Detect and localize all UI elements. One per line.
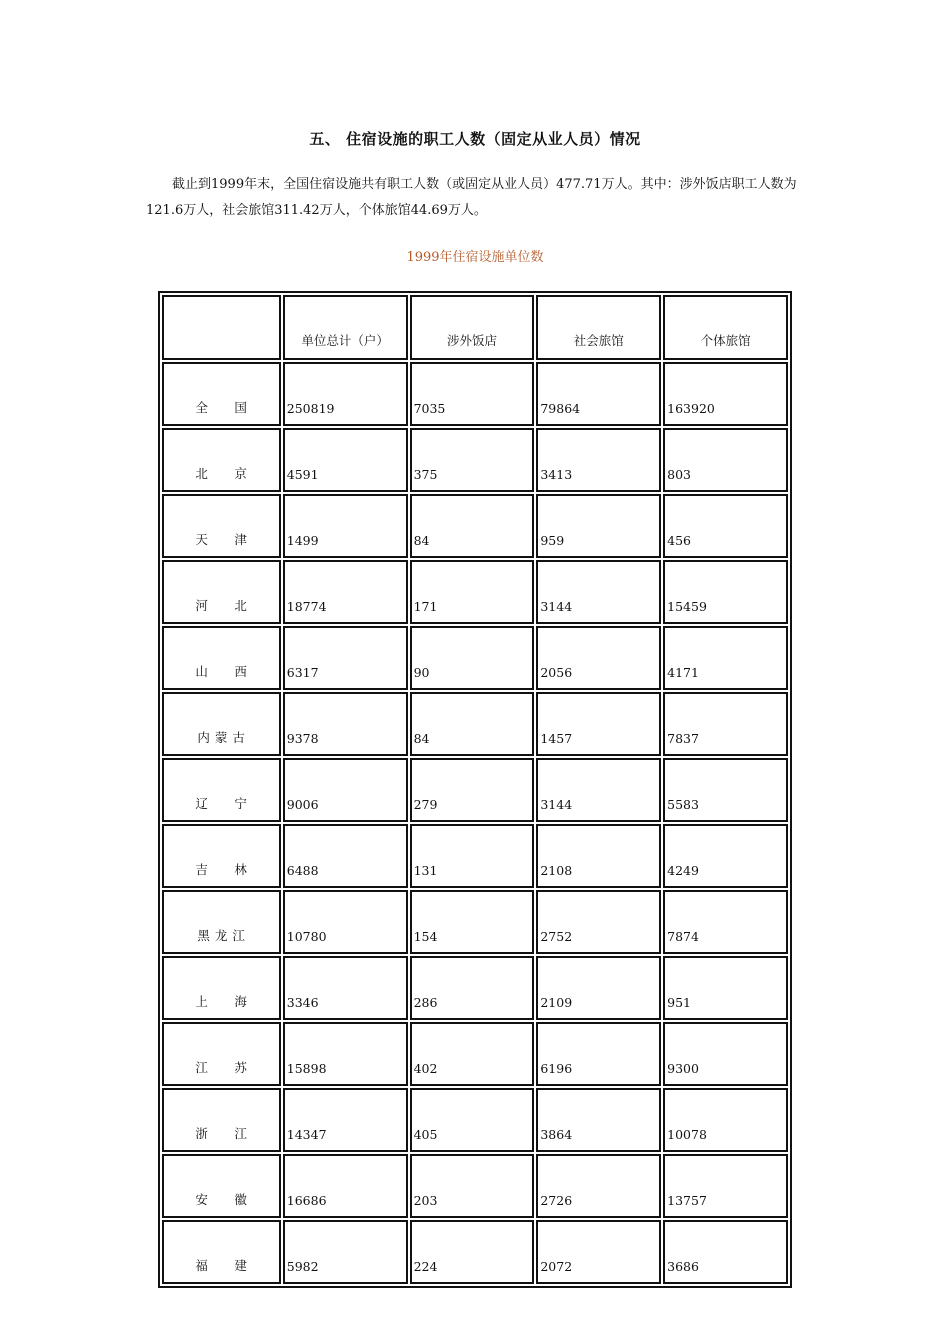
table-row <box>162 494 788 558</box>
table-row <box>162 692 788 756</box>
region-cell: 吉 林 <box>162 824 281 888</box>
private-hotels-cell: 7837 <box>663 692 788 756</box>
foreign-hotels-cell: 203 <box>410 1154 535 1218</box>
table-row <box>162 956 788 1020</box>
private-hotels-cell: 13757 <box>663 1154 788 1218</box>
foreign-hotels-cell: 279 <box>410 758 535 822</box>
foreign-hotels-cell: 84 <box>410 692 535 756</box>
region-cell: 辽 宁 <box>162 758 281 822</box>
private-hotels-cell: 7874 <box>663 890 788 954</box>
table-caption: 1999年住宿设施单位数 <box>406 250 544 265</box>
foreign-hotels-cell: 131 <box>410 824 535 888</box>
social-hotels-cell: 1457 <box>536 692 661 756</box>
social-hotels-cell: 2726 <box>536 1154 661 1218</box>
social-hotels-cell: 3144 <box>536 560 661 624</box>
header-corner <box>162 295 281 360</box>
social-hotels-cell: 3413 <box>536 428 661 492</box>
table-row <box>162 560 788 624</box>
social-hotels-cell: 79864 <box>536 362 661 426</box>
private-hotels-cell: 803 <box>663 428 788 492</box>
table-row <box>162 758 788 822</box>
foreign-hotels-cell: 90 <box>410 626 535 690</box>
private-hotels-cell: 456 <box>663 494 788 558</box>
region-cell: 上 海 <box>162 956 281 1020</box>
total-cell: 1499 <box>283 494 408 558</box>
total-cell: 250819 <box>283 362 408 426</box>
region-cell: 内 蒙 古 <box>162 692 281 756</box>
table-row <box>162 1022 788 1086</box>
social-hotels-cell: 2072 <box>536 1220 661 1284</box>
private-hotels-cell: 10078 <box>663 1088 788 1152</box>
total-cell: 15898 <box>283 1022 408 1086</box>
foreign-hotels-cell: 171 <box>410 560 535 624</box>
social-hotels-cell: 2056 <box>536 626 661 690</box>
social-hotels-cell: 2108 <box>536 824 661 888</box>
private-hotels-cell: 163920 <box>663 362 788 426</box>
foreign-hotels-cell: 84 <box>410 494 535 558</box>
table-body <box>162 362 788 1284</box>
header-total: 单位总计（户） <box>283 295 408 360</box>
foreign-hotels-cell: 375 <box>410 428 535 492</box>
private-hotels-cell: 5583 <box>663 758 788 822</box>
region-cell: 河 北 <box>162 560 281 624</box>
region-cell: 北 京 <box>162 428 281 492</box>
table-header-row <box>162 295 788 360</box>
table-row <box>162 362 788 426</box>
table-row <box>162 428 788 492</box>
header-foreign-hotels: 涉外饭店 <box>410 295 535 360</box>
region-cell: 山 西 <box>162 626 281 690</box>
foreign-hotels-cell: 286 <box>410 956 535 1020</box>
total-cell: 5982 <box>283 1220 408 1284</box>
social-hotels-cell: 2752 <box>536 890 661 954</box>
foreign-hotels-cell: 405 <box>410 1088 535 1152</box>
private-hotels-cell: 3686 <box>663 1220 788 1284</box>
total-cell: 14347 <box>283 1088 408 1152</box>
private-hotels-cell: 9300 <box>663 1022 788 1086</box>
total-cell: 9378 <box>283 692 408 756</box>
foreign-hotels-cell: 224 <box>410 1220 535 1284</box>
region-cell: 福 建 <box>162 1220 281 1284</box>
table-row <box>162 1154 788 1218</box>
header-private-hotels: 个体旅馆 <box>663 295 788 360</box>
social-hotels-cell: 3144 <box>536 758 661 822</box>
section-title: 五、 住宿设施的职工人数（固定从业人员）情况 <box>309 130 641 148</box>
header-social-hotels: 社会旅馆 <box>536 295 661 360</box>
total-cell: 3346 <box>283 956 408 1020</box>
social-hotels-cell: 3864 <box>536 1088 661 1152</box>
social-hotels-cell: 959 <box>536 494 661 558</box>
lodging-units-table <box>158 291 792 1288</box>
private-hotels-cell: 4171 <box>663 626 788 690</box>
total-cell: 4591 <box>283 428 408 492</box>
region-cell: 天 津 <box>162 494 281 558</box>
private-hotels-cell: 951 <box>663 956 788 1020</box>
private-hotels-cell: 4249 <box>663 824 788 888</box>
table-row <box>162 1220 788 1284</box>
total-cell: 16686 <box>283 1154 408 1218</box>
total-cell: 6317 <box>283 626 408 690</box>
total-cell: 18774 <box>283 560 408 624</box>
foreign-hotels-cell: 7035 <box>410 362 535 426</box>
table-row <box>162 1088 788 1152</box>
foreign-hotels-cell: 154 <box>410 890 535 954</box>
total-cell: 6488 <box>283 824 408 888</box>
region-cell: 安 徽 <box>162 1154 281 1218</box>
region-cell: 黑 龙 江 <box>162 890 281 954</box>
total-cell: 10780 <box>283 890 408 954</box>
social-hotels-cell: 6196 <box>536 1022 661 1086</box>
table-row <box>162 890 788 954</box>
table-row <box>162 626 788 690</box>
social-hotels-cell: 2109 <box>536 956 661 1020</box>
summary-paragraph: 截止到1999年末，全国住宿设施共有职工人数（或固定从业人员）477.71万人。其中：涉外饭店职工人数为121.6万人，社会旅馆311.42万人，个体旅馆44.69万人。 <box>146 177 797 218</box>
table-row <box>162 824 788 888</box>
region-cell: 江 苏 <box>162 1022 281 1086</box>
private-hotels-cell: 15459 <box>663 560 788 624</box>
region-cell: 全 国 <box>162 362 281 426</box>
region-cell: 浙 江 <box>162 1088 281 1152</box>
total-cell: 9006 <box>283 758 408 822</box>
foreign-hotels-cell: 402 <box>410 1022 535 1086</box>
